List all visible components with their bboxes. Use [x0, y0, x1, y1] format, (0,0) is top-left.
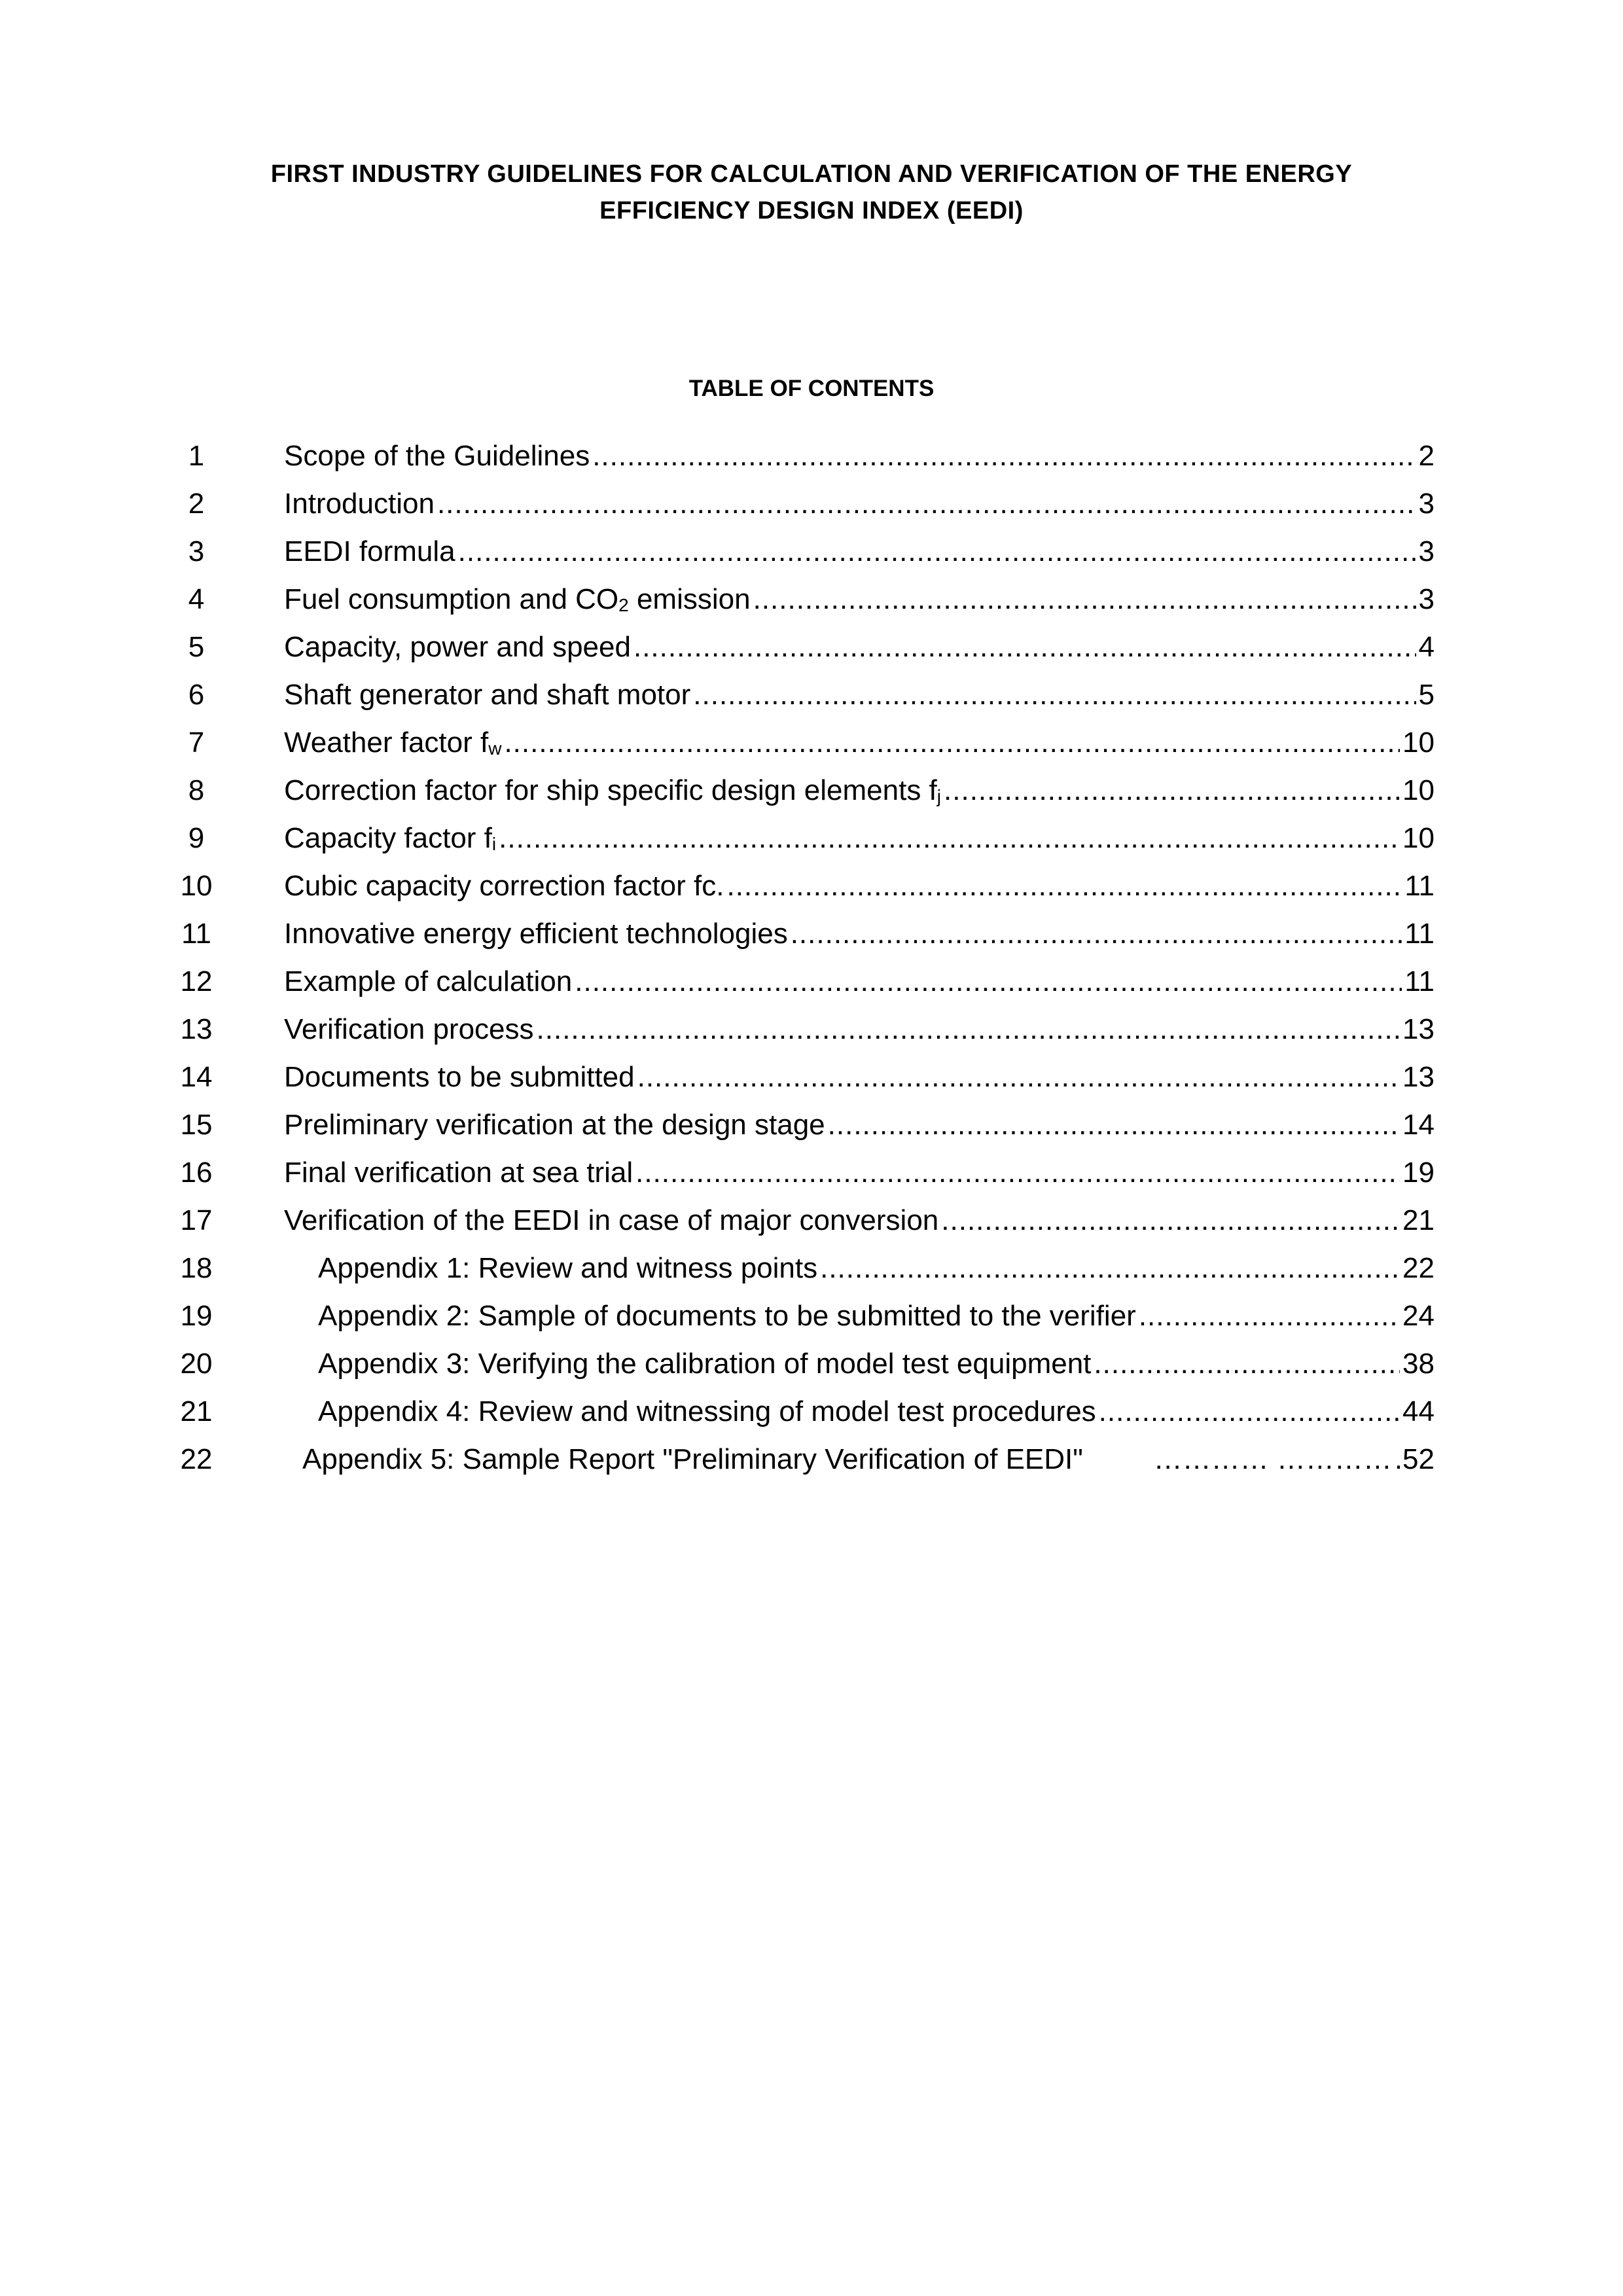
toc-dot-leader: [944, 766, 1400, 815]
toc-page-number: 24: [1402, 1300, 1435, 1332]
toc-page-number: 10: [1402, 822, 1435, 854]
toc-row[interactable]: [0, 766, 1623, 815]
toc-entry[interactable]: [284, 623, 1435, 672]
toc-title: Shaft generator and shaft motor: [284, 679, 691, 711]
toc-page-number: 10: [1402, 774, 1435, 806]
toc-row[interactable]: [0, 1340, 1623, 1388]
toc-title: Documents to be submitted: [284, 1061, 635, 1093]
toc-page-number: 21: [1402, 1204, 1435, 1236]
toc-dot-leader: [820, 1244, 1400, 1293]
toc-row[interactable]: [0, 575, 1623, 624]
toc-row[interactable]: [0, 958, 1623, 1006]
toc-title: Appendix 1: Review and witness points: [318, 1252, 818, 1284]
toc-row[interactable]: [0, 1435, 1623, 1484]
toc-entry[interactable]: [284, 958, 1435, 1006]
toc-number: 1: [188, 440, 205, 472]
toc-number: 4: [188, 583, 205, 615]
toc-number: 13: [180, 1013, 213, 1045]
toc-number: 5: [188, 631, 205, 663]
toc-title: Example of calculation: [284, 965, 573, 997]
toc-dot-leader: [941, 1196, 1400, 1245]
toc-dot-leader: [637, 1053, 1400, 1102]
toc-dot-leader: [726, 862, 1402, 910]
toc-number: 11: [181, 918, 211, 950]
toc-number: 8: [188, 774, 205, 806]
toc-dot-leader: [693, 671, 1416, 719]
toc-row[interactable]: [0, 480, 1623, 528]
toc-dot-leader: [504, 719, 1400, 767]
toc-entry[interactable]: [284, 1196, 1435, 1245]
toc-title: Verification of the EEDI in case of major conversion: [284, 1204, 939, 1236]
toc-entry[interactable]: [318, 1292, 1435, 1340]
toc-page-number: 3: [1418, 535, 1435, 567]
toc-entry[interactable]: [284, 1005, 1435, 1054]
toc-page-number: 14: [1402, 1109, 1435, 1141]
toc-dot-leader: [633, 623, 1416, 672]
toc-row[interactable]: [0, 528, 1623, 576]
toc-title: Final verification at sea trial: [284, 1157, 633, 1189]
toc-title-text: Weather factor f: [284, 726, 489, 759]
toc-row[interactable]: [0, 1292, 1623, 1340]
toc-number: 14: [180, 1061, 213, 1093]
toc-title-text: Capacity factor f: [284, 822, 492, 854]
toc-row[interactable]: [0, 671, 1623, 719]
toc-number: 7: [188, 726, 205, 759]
toc-row[interactable]: [0, 862, 1623, 910]
toc-row[interactable]: [0, 1005, 1623, 1054]
toc-page-number: 38: [1402, 1348, 1435, 1380]
toc-dot-leader: [575, 958, 1402, 1006]
toc-entry[interactable]: [284, 432, 1435, 480]
toc-dot-leader: [635, 1149, 1400, 1197]
toc-entry[interactable]: [284, 528, 1435, 576]
toc-title: Scope of the Guidelines: [284, 440, 590, 472]
toc-title-subscript: i: [491, 834, 497, 854]
toc-heading: TABLE OF CONTENTS: [688, 376, 935, 401]
toc-number: 19: [180, 1300, 213, 1332]
toc-number: 20: [180, 1348, 213, 1380]
toc-row[interactable]: [0, 1196, 1623, 1245]
toc-title: Appendix 3: Verifying the calibration of model test equipment: [318, 1348, 1092, 1380]
toc-row[interactable]: [0, 910, 1623, 958]
toc-page-number: .52: [1394, 1443, 1435, 1475]
toc-number: 3: [188, 535, 205, 567]
toc-entry[interactable]: [284, 910, 1435, 958]
toc-row[interactable]: [0, 719, 1623, 767]
toc-title: Appendix 5: Sample Report "Preliminary Verification of EEDI": [302, 1443, 1083, 1475]
toc-title: [284, 719, 501, 767]
toc-number: 12: [180, 965, 213, 997]
toc-page-number: 2: [1418, 440, 1435, 472]
toc-row[interactable]: [0, 1244, 1623, 1293]
toc-title-text: Correction factor for ship specific design elements f: [284, 774, 937, 806]
toc-entry[interactable]: [284, 862, 1435, 910]
toc-dot-leader: [537, 1005, 1400, 1054]
toc-entry[interactable]: [318, 1244, 1435, 1293]
toc-title-subscript: j: [936, 786, 942, 806]
toc-page-number: 11: [1404, 870, 1435, 902]
toc-dot-leader: [1099, 1388, 1400, 1436]
toc-number: 21: [180, 1395, 213, 1427]
toc-entry[interactable]: [302, 1435, 1435, 1484]
toc-number: 6: [188, 679, 205, 711]
toc-number: 2: [188, 488, 205, 520]
toc-row[interactable]: [0, 623, 1623, 672]
toc-entry[interactable]: [318, 1388, 1435, 1436]
toc-entry[interactable]: [284, 1149, 1435, 1197]
toc-entry[interactable]: [284, 719, 1435, 767]
toc-entry[interactable]: [284, 480, 1435, 528]
toc-page-number: 13: [1402, 1013, 1435, 1045]
toc-row[interactable]: [0, 1053, 1623, 1102]
toc-page-number: 44: [1402, 1395, 1435, 1427]
toc-dot-leader: [1094, 1340, 1400, 1388]
toc-dot-leader: [791, 910, 1402, 958]
toc-title: Introduction: [284, 488, 435, 520]
toc-row[interactable]: [0, 1388, 1623, 1436]
toc-ellipsis-leader: ………… …………: [1153, 1443, 1392, 1475]
toc-number: 10: [180, 870, 213, 902]
toc-entry[interactable]: [284, 814, 1435, 863]
document-title-line-2: EFFICIENCY DESIGN INDEX (EEDI): [599, 197, 1024, 224]
toc-title-text: Fuel consumption and CO: [284, 583, 619, 615]
toc-title: [284, 575, 751, 624]
toc-title-subscript: 2: [618, 595, 629, 615]
toc-page-number: 10: [1402, 726, 1435, 759]
toc-page-number: 11: [1404, 965, 1435, 997]
toc-number: 16: [180, 1157, 213, 1189]
toc-row[interactable]: [0, 432, 1623, 480]
toc-page-number: 22: [1402, 1252, 1435, 1284]
toc-page-number: 11: [1404, 918, 1435, 950]
toc-title: Verification process: [284, 1013, 534, 1045]
toc-dot-leader: [753, 575, 1416, 624]
toc-page-number: 5: [1418, 679, 1435, 711]
toc-title: [284, 766, 941, 815]
toc-title: [284, 814, 496, 863]
toc-row[interactable]: [0, 1149, 1623, 1197]
toc-title: Innovative energy efficient technologies: [284, 918, 788, 950]
toc-row[interactable]: [0, 1101, 1623, 1149]
toc-entry[interactable]: [284, 1053, 1435, 1102]
toc-page-number: 13: [1402, 1061, 1435, 1093]
toc-title: Appendix 4: Review and witnessing of model test procedures: [318, 1395, 1096, 1427]
toc-entry[interactable]: [284, 671, 1435, 719]
toc-row[interactable]: [0, 814, 1623, 863]
toc-entry[interactable]: [284, 575, 1435, 624]
toc-dot-leader: [437, 480, 1416, 528]
toc-title-text: emission: [628, 583, 751, 615]
toc-number: 9: [188, 822, 205, 854]
toc-page-number: 19: [1402, 1157, 1435, 1189]
toc-number: 18: [180, 1252, 213, 1284]
toc-title: EEDI formula: [284, 535, 455, 567]
toc-number: 22: [180, 1443, 213, 1475]
toc-title: Preliminary verification at the design stage: [284, 1109, 825, 1141]
toc-dot-leader: [828, 1101, 1400, 1149]
toc-number: 17: [180, 1204, 213, 1236]
toc-entry[interactable]: [284, 1101, 1435, 1149]
document-title-line-1: FIRST INDUSTRY GUIDELINES FOR CALCULATION AND VERIFICATION OF THE ENERGY: [270, 160, 1353, 188]
toc-entry[interactable]: [284, 766, 1435, 815]
toc-dot-leader: [458, 528, 1416, 576]
toc-title: Cubic capacity correction factor fc.: [284, 870, 724, 902]
toc-dot-leader: [1139, 1292, 1400, 1340]
toc-dot-leader: [499, 814, 1400, 863]
toc-page-number: 4: [1418, 631, 1435, 663]
toc-title: Capacity, power and speed: [284, 631, 631, 663]
toc-page-number: 3: [1418, 488, 1435, 520]
toc-number: 15: [180, 1109, 213, 1141]
toc-dot-leader: [592, 432, 1416, 480]
toc-title-subscript: w: [488, 738, 502, 759]
toc-page-number: 3: [1418, 583, 1435, 615]
toc-entry[interactable]: [318, 1340, 1435, 1388]
toc-title: Appendix 2: Sample of documents to be submitted to the verifier: [318, 1300, 1136, 1332]
